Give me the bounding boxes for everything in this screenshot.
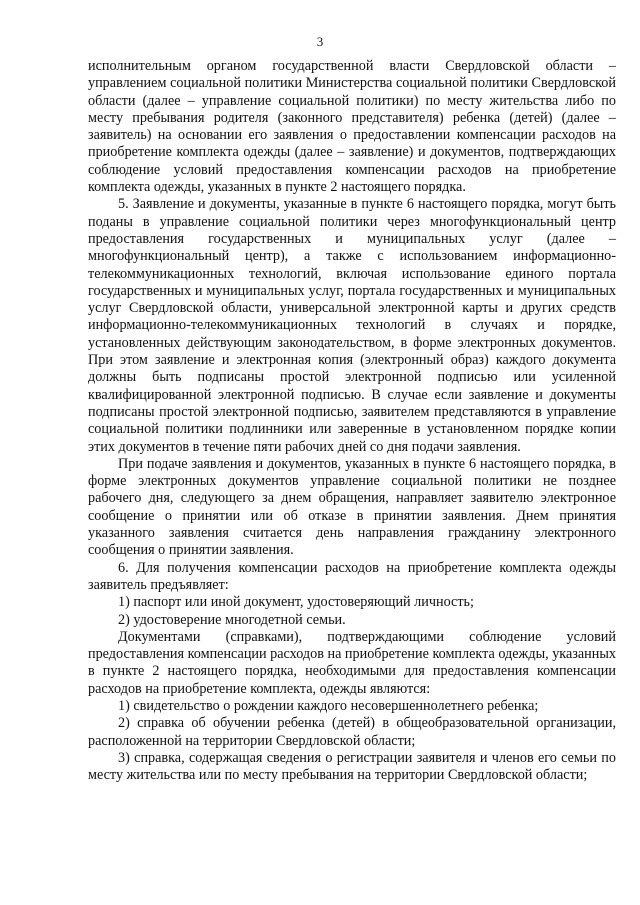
document-body	[88, 58, 616, 784]
list-item-certificate: 2) удостоверение многодетной семьи.	[118, 611, 346, 628]
paragraph-continuation: исполнительным органом государственной власти Свердловской области – управлением социальной политики Министерства социальной политики Свердловской области (далее – управление социальной политики) по месту жительства либо по месту пребывания родителя (законного представителя) ребенка (детей) (далее – заявитель) на основании его заявления о предоставлении компенсации расходов на приобретение комплекта одежды (далее – заявление) и документов, подтверждающих соблюдение условий предоставления компенсации расходов на приобретение комплекта одежды, указанных в пункте 2 настоящего порядка.	[88, 58, 616, 196]
list-item-school-certificate: 2) справка об обучении ребенка (детей) в общеобразовательной организации, расположенной на территории Свердловской области;	[88, 715, 616, 749]
page-number: 3	[316, 34, 324, 49]
list-item-passport: 1) паспорт или иной документ, удостоверяющий личность;	[118, 594, 474, 611]
paragraph-item-6: 6. Для получения компенсации расходов на приобретение комплекта одежды заявитель предъявляет:	[88, 559, 616, 593]
paragraph-electronic-submission: При подаче заявления и документов, указанных в пункте 6 настоящего порядка, в форме электронных документов управление социальной политики не позднее рабочего дня, следующего за днем обращения, направляет заявителю электронное сообщение о принятии или об отказе в принятии заявления. Днем принятия указанного заявления считается день направления гражданину электронного сообщения о принятии заявления.	[88, 455, 616, 559]
list-item-registration-certificate: 3) справка, содержащая сведения о регистрации заявителя и членов его семьи по месту жительства или по месту пребывания на территории Свердловской области;	[88, 749, 616, 784]
paragraph-supporting-documents: Документами (справками), подтверждающими соблюдение условий предоставления компенсации расходов на приобретение комплекта одежды, указанных в пункте 2 настоящего порядка, необходимыми для предоставления компенсации расходов на приобретение комплекта, одежды являются:	[88, 628, 616, 697]
list-item-birth-certificate: 1) свидетельство о рождении каждого несовершеннолетнего ребенка;	[118, 697, 539, 714]
paragraph-item-5: 5. Заявление и документы, указанные в пункте 6 настоящего порядка, могут быть поданы в управление социальной политики через многофункциональный центр предоставления государственных и муниципальных услуг (далее – многофункциональный центр), а также с использованием информационно-телекоммуникационных технологий, включая использование единого портала государственных и муниципальных услуг, портала государственных и муниципальных услуг Свердловской области, универсальной электронной карты и других средств информационно-телекоммуникационных технологий в случаях и порядке, установленных действующим законодательством, в форме электронных документов. При этом заявление и электронная копия (электронный образ) каждого документа должны быть подписаны простой электронной подписью или усиленной квалифицированной электронной подписью. В случае если заявление и документы подписаны простой электронной подписью, заявителем представляются в управление социальной политики подлинники или заверенные в установленном порядке копии этих документов в течение пяти рабочих дней со дня подачи заявления.	[88, 196, 616, 455]
